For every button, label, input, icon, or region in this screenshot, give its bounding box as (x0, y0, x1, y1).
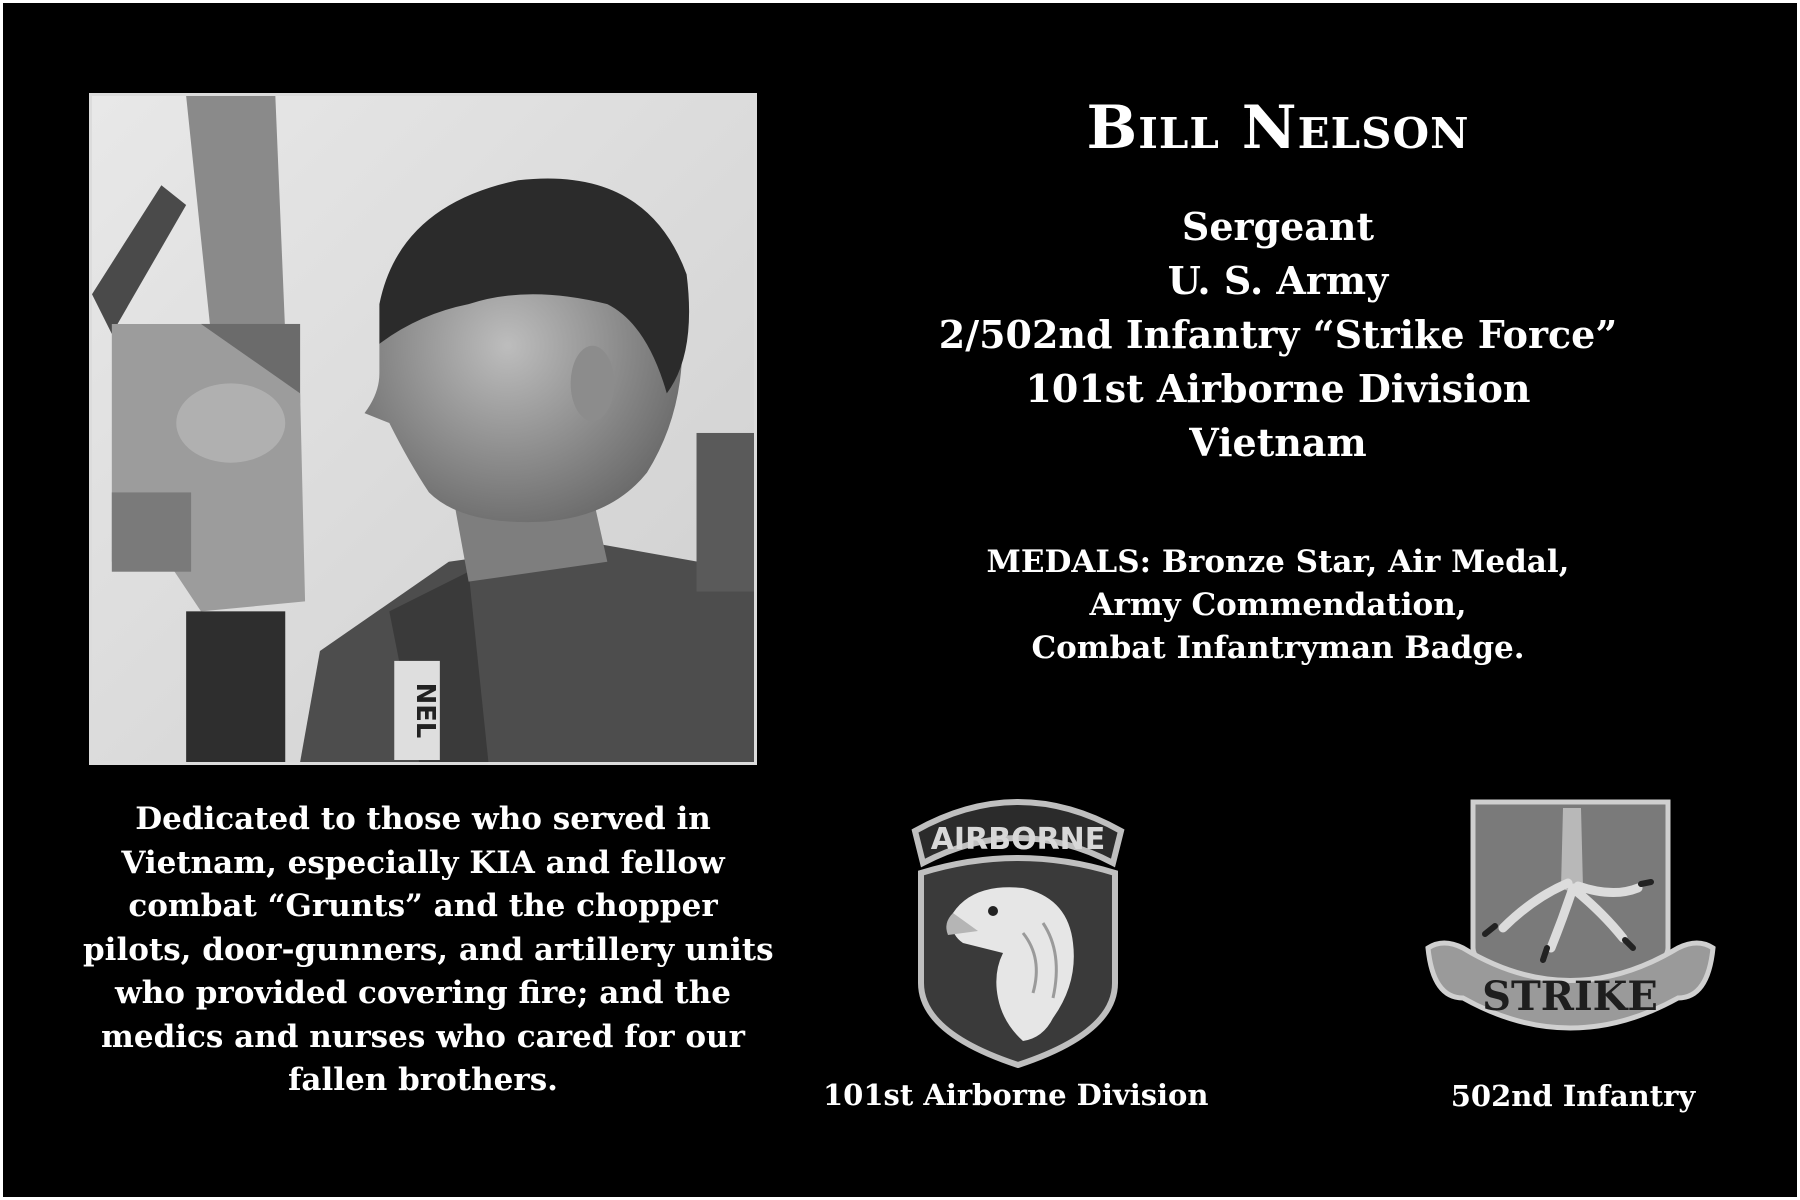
dedication-line: Vietnam, especially KIA and fellow (121, 844, 725, 881)
service-regiment: 2/502nd Infantry “Strike Force” (938, 312, 1618, 357)
service-branch: U. S. Army (1167, 258, 1389, 303)
medals-line: MEDALS: Bronze Star, Air Medal, (986, 544, 1570, 580)
dedication-line: medics and nurses who cared for our (101, 1018, 745, 1055)
101st-airborne-patch-icon (903, 783, 1133, 1068)
strike-scroll-text: STRIKE (1482, 973, 1658, 1020)
service-theater: Vietnam (1189, 420, 1367, 465)
dedication-line: who provided covering fire; and the (115, 975, 731, 1011)
dedication-line: pilots, door-gunners, and artillery units (83, 931, 774, 968)
medals-line: Army Commendation, (1089, 587, 1467, 623)
502nd-infantry-crest-icon (1423, 798, 1718, 1053)
dedication-line: fallen brothers. (288, 1062, 558, 1098)
service-rank: Sergeant (1181, 204, 1375, 249)
medals-line: Combat Infantryman Badge. (1031, 630, 1525, 666)
dedication-line: combat “Grunts” and the chopper (128, 888, 718, 924)
medals-text (883, 541, 1673, 670)
memorial-name: Bill Nelson (1086, 93, 1470, 163)
dedication-line: Dedicated to those who served in (135, 801, 711, 837)
memorial-plaque (3, 3, 1797, 1197)
airborne-caption: 101st Airborne Division (823, 1078, 1209, 1112)
service-details (883, 200, 1673, 470)
soldier-portrait-photo (89, 93, 757, 765)
name-tape-text: NEL (410, 682, 441, 739)
infantry-caption: 502nd Infantry (1450, 1079, 1696, 1113)
airborne-tab-text: AIRBORNE (930, 822, 1106, 857)
dedication-text (83, 798, 774, 1103)
service-division: 101st Airborne Division (1025, 366, 1531, 411)
